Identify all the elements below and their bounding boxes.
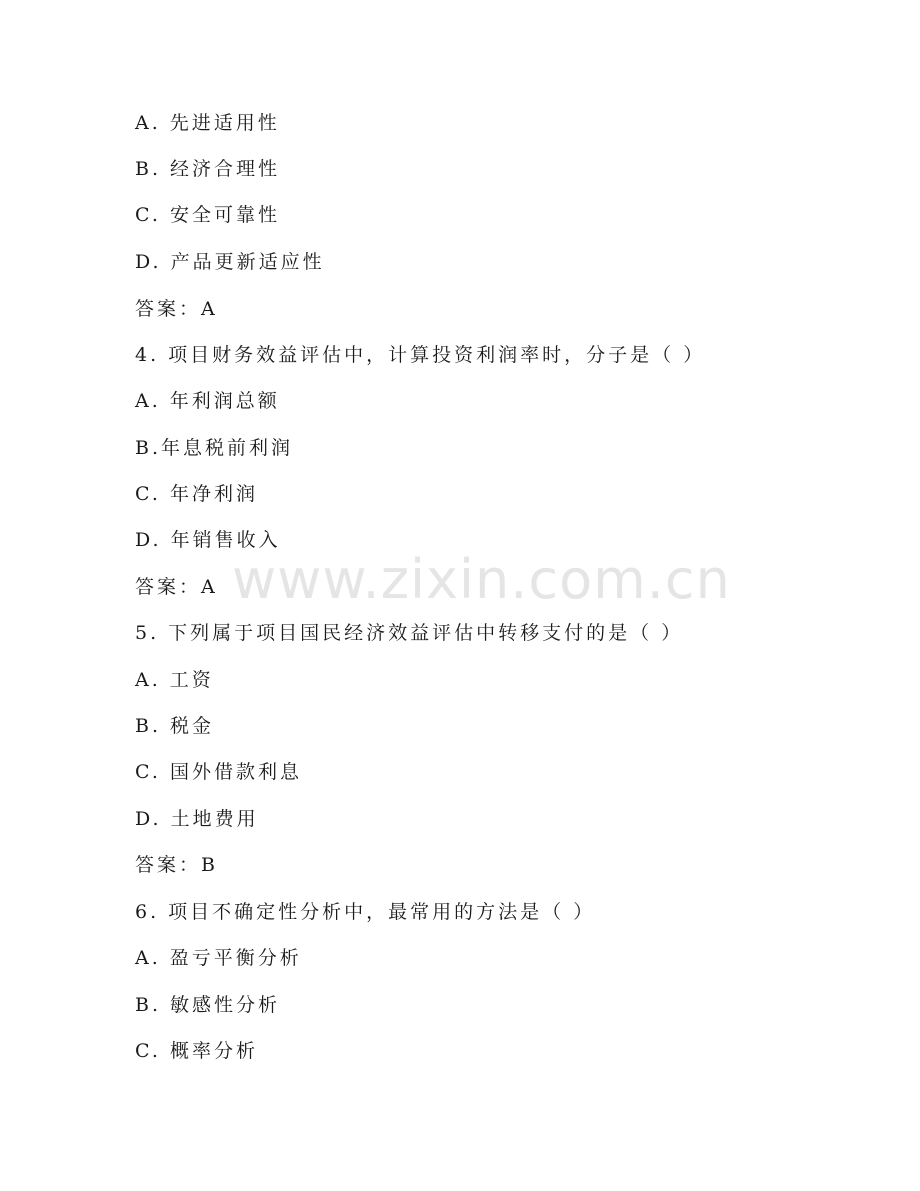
option-d-q5: D. 土地费用 bbox=[135, 808, 259, 830]
option-b-q6: B. 敏感性分析 bbox=[135, 994, 281, 1016]
option-c-q5: C. 国外借款利息 bbox=[135, 761, 302, 783]
answer-q5: 答案：B bbox=[135, 854, 218, 876]
option-a-q3: A. 先进适用性 bbox=[135, 112, 280, 134]
watermark: www.zixin.com.cn bbox=[232, 548, 731, 611]
question-6: 6. 项目不确定性分析中，最常用的方法是（ ） bbox=[135, 901, 596, 923]
question-4: 4. 项目财务效益评估中，计算投资利润率时，分子是（ ） bbox=[135, 344, 706, 366]
answer-q4: 答案：A bbox=[135, 576, 218, 598]
option-c-q6: C. 概率分析 bbox=[135, 1040, 258, 1062]
question-5: 5. 下列属于项目国民经济效益评估中转移支付的是（ ） bbox=[135, 622, 684, 644]
option-a-q4: A. 年利润总额 bbox=[135, 390, 280, 412]
option-a-q6: A. 盈亏平衡分析 bbox=[135, 947, 302, 969]
option-b-q4: B.年息税前利润 bbox=[135, 437, 294, 459]
option-d-q4: D. 年销售收入 bbox=[135, 529, 281, 551]
answer-q3: 答案：A bbox=[135, 298, 218, 320]
option-a-q5: A. 工资 bbox=[135, 669, 214, 691]
option-b-q3: B. 经济合理性 bbox=[135, 158, 281, 180]
option-b-q5: B. 税金 bbox=[135, 715, 215, 737]
option-d-q3: D. 产品更新适应性 bbox=[135, 251, 325, 273]
option-c-q4: C. 年净利润 bbox=[135, 483, 258, 505]
option-c-q3: C. 安全可靠性 bbox=[135, 204, 280, 226]
